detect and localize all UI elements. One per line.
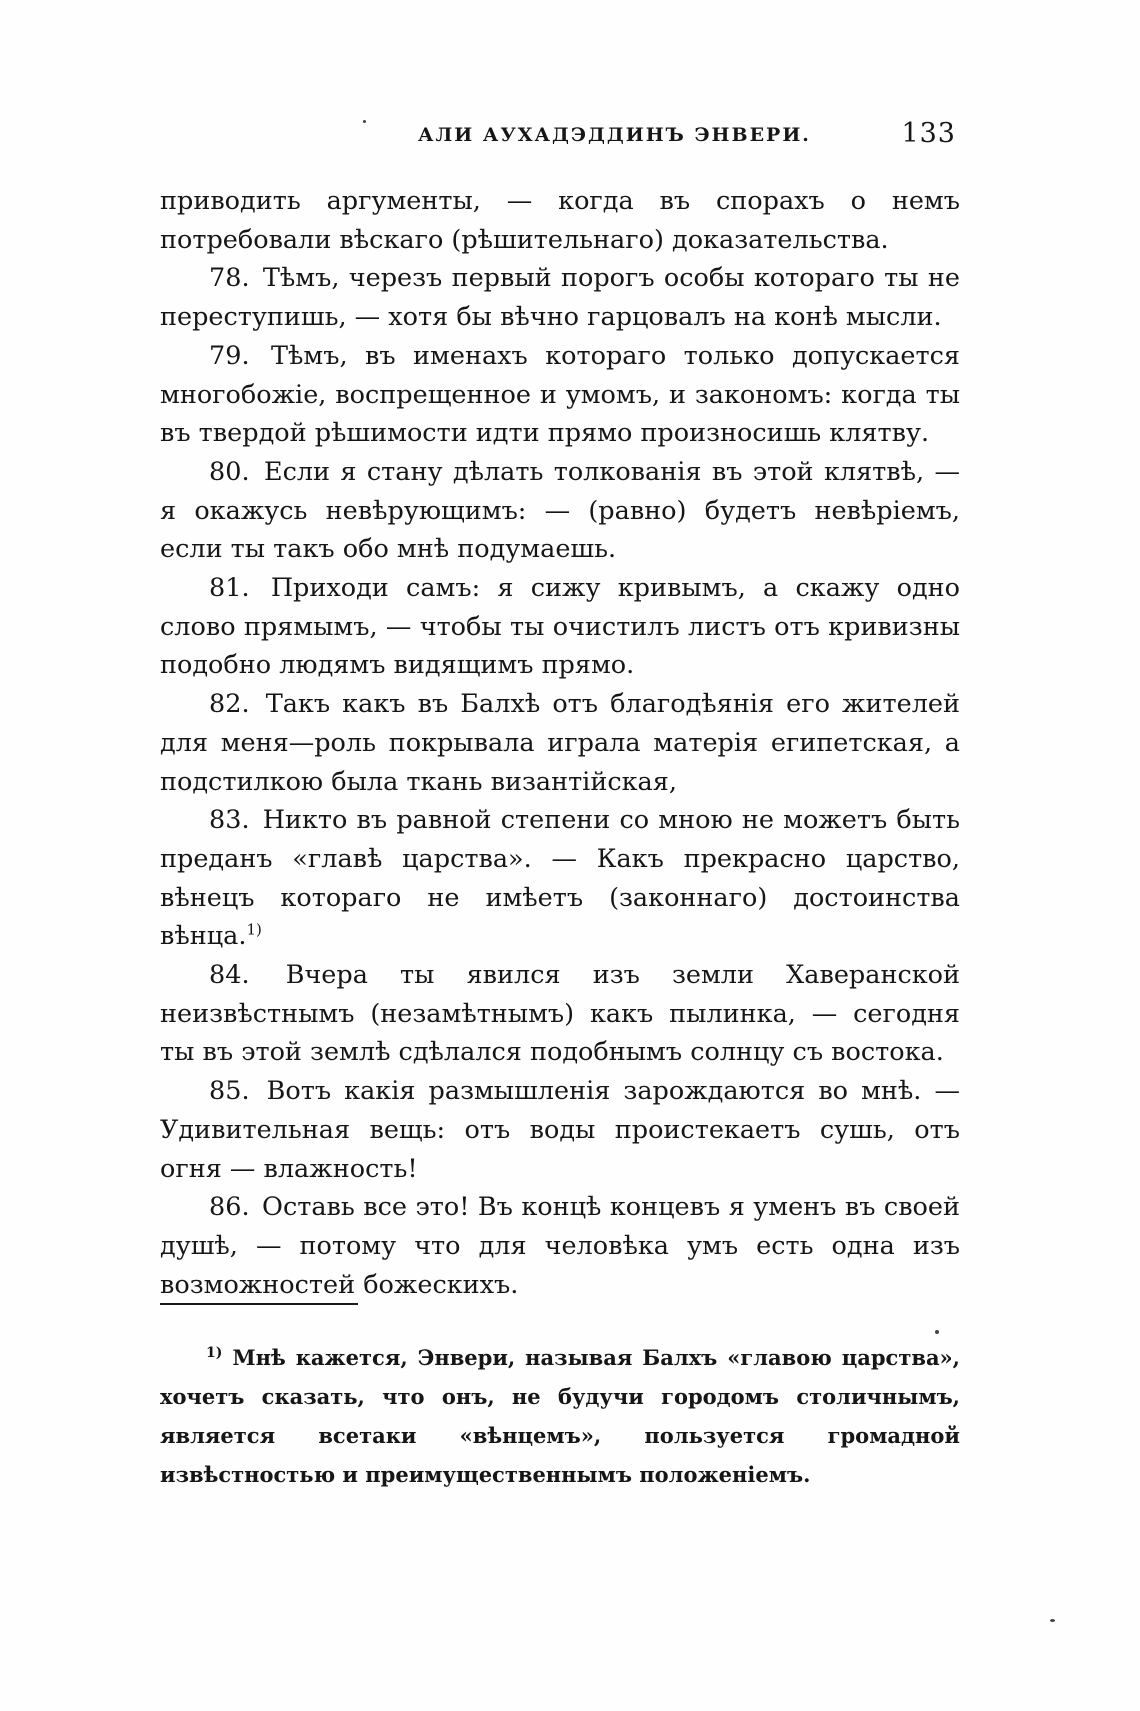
verse-text: Если я стану дѣлать толкованія въ этой клятвѣ, — я окажусь невѣрующимъ: — (равно) будетъ невѣріемъ, если ты такъ обо мнѣ подумаешь. (160, 456, 960, 565)
verse-text: Приходи самъ: я сижу кривымъ, а скажу одно слово прямымъ, — чтобы ты очистилъ листъ отъ кривизны подобно людямъ видящимъ прямо. (160, 573, 961, 681)
footnote-mark: 1) (206, 1345, 223, 1361)
running-title: АЛИ АУХАДЭДДИНЪ ЭНВЕРИ. (418, 124, 811, 146)
verse-84 (160, 956, 960, 1072)
print-speck (935, 1330, 939, 1334)
verse-text: Такъ какъ въ Балхѣ отъ благодѣянія его жителей для меня—роль покрывала играла матерія египетская, а подстилкою была ткань византійская, (160, 689, 960, 797)
main-text (160, 182, 960, 1304)
footnote-text: Мнѣ кажется, Энвери, называя Балхъ «главою царства», хочетъ сказать, что онъ, не будучи городомъ столичнымъ, является всетаки «вѣнцемъ», пользуется громадной извѣстностью и преимущественнымъ положеніемъ. (160, 1345, 960, 1487)
page-number: 133 (901, 118, 956, 149)
verse-number: 86. (209, 1192, 250, 1223)
verse-text: Тѣмъ, черезъ первый порогъ особы котораго ты не переступишь, — хотя бы вѣчно гарцовалъ на конѣ мысли. (160, 263, 960, 333)
verse-79 (160, 337, 960, 453)
verse-text: Никто въ равной степени со мною не можетъ быть преданъ «главѣ царства». — Какъ прекрасно царство, вѣнецъ котораго не имѣетъ (законнаго) достоинства вѣнца. (160, 805, 960, 952)
footnote-reference: 1) (246, 920, 262, 939)
paragraph-text: приводить аргументы, — когда въ спорахъ о немъ потребовали вѣскаго (рѣшительнаго) доказательства. (160, 186, 960, 255)
verse-number: 83. (209, 805, 250, 836)
verse-78 (160, 259, 960, 336)
verse-85 (160, 1072, 960, 1188)
verse-number: 84. (209, 960, 250, 991)
verse-number: 80. (209, 456, 250, 487)
footnote-separator (160, 1303, 358, 1305)
verse-text: Тѣмъ, въ именахъ котораго только допускается многобожіе, воспрещенное и умомъ, и закономъ: когда ты въ твердой рѣшимости идти прямо произносишь клятву. (160, 340, 960, 449)
verse-number: 79. (209, 340, 250, 371)
print-speck (1050, 1619, 1055, 1622)
verse-80 (160, 453, 960, 569)
footnote (160, 1338, 960, 1494)
verse-number: 78. (209, 263, 250, 294)
verse-number: 85. (209, 1076, 250, 1107)
verse-text: Вотъ какія размышленія зарождаются во мнѣ. — Удивительная вещь: отъ воды проистекаетъ сушь, отъ огня — влажность! (160, 1076, 960, 1184)
verse-number: 82. (209, 689, 250, 720)
verse-81 (160, 569, 960, 685)
verse-83 (160, 801, 960, 956)
verse-82 (160, 685, 960, 801)
verse-text: Оставь все это! Въ концѣ концевъ я уменъ въ своей душѣ, — потому что для человѣка умъ есть одна изъ возможностей божескихъ. (160, 1192, 960, 1300)
paragraph-continued (160, 182, 960, 259)
print-speck (363, 120, 366, 123)
page-header (160, 118, 960, 158)
verse-text: Вчера ты явился изъ земли Хаверанской неизвѣстнымъ (незамѣтнымъ) какъ пылинка, — сегодня ты въ этой землѣ сдѣлался подобнымъ солнцу съ востока. (160, 960, 961, 1068)
verse-86 (160, 1188, 960, 1304)
verse-number: 81. (209, 573, 250, 604)
